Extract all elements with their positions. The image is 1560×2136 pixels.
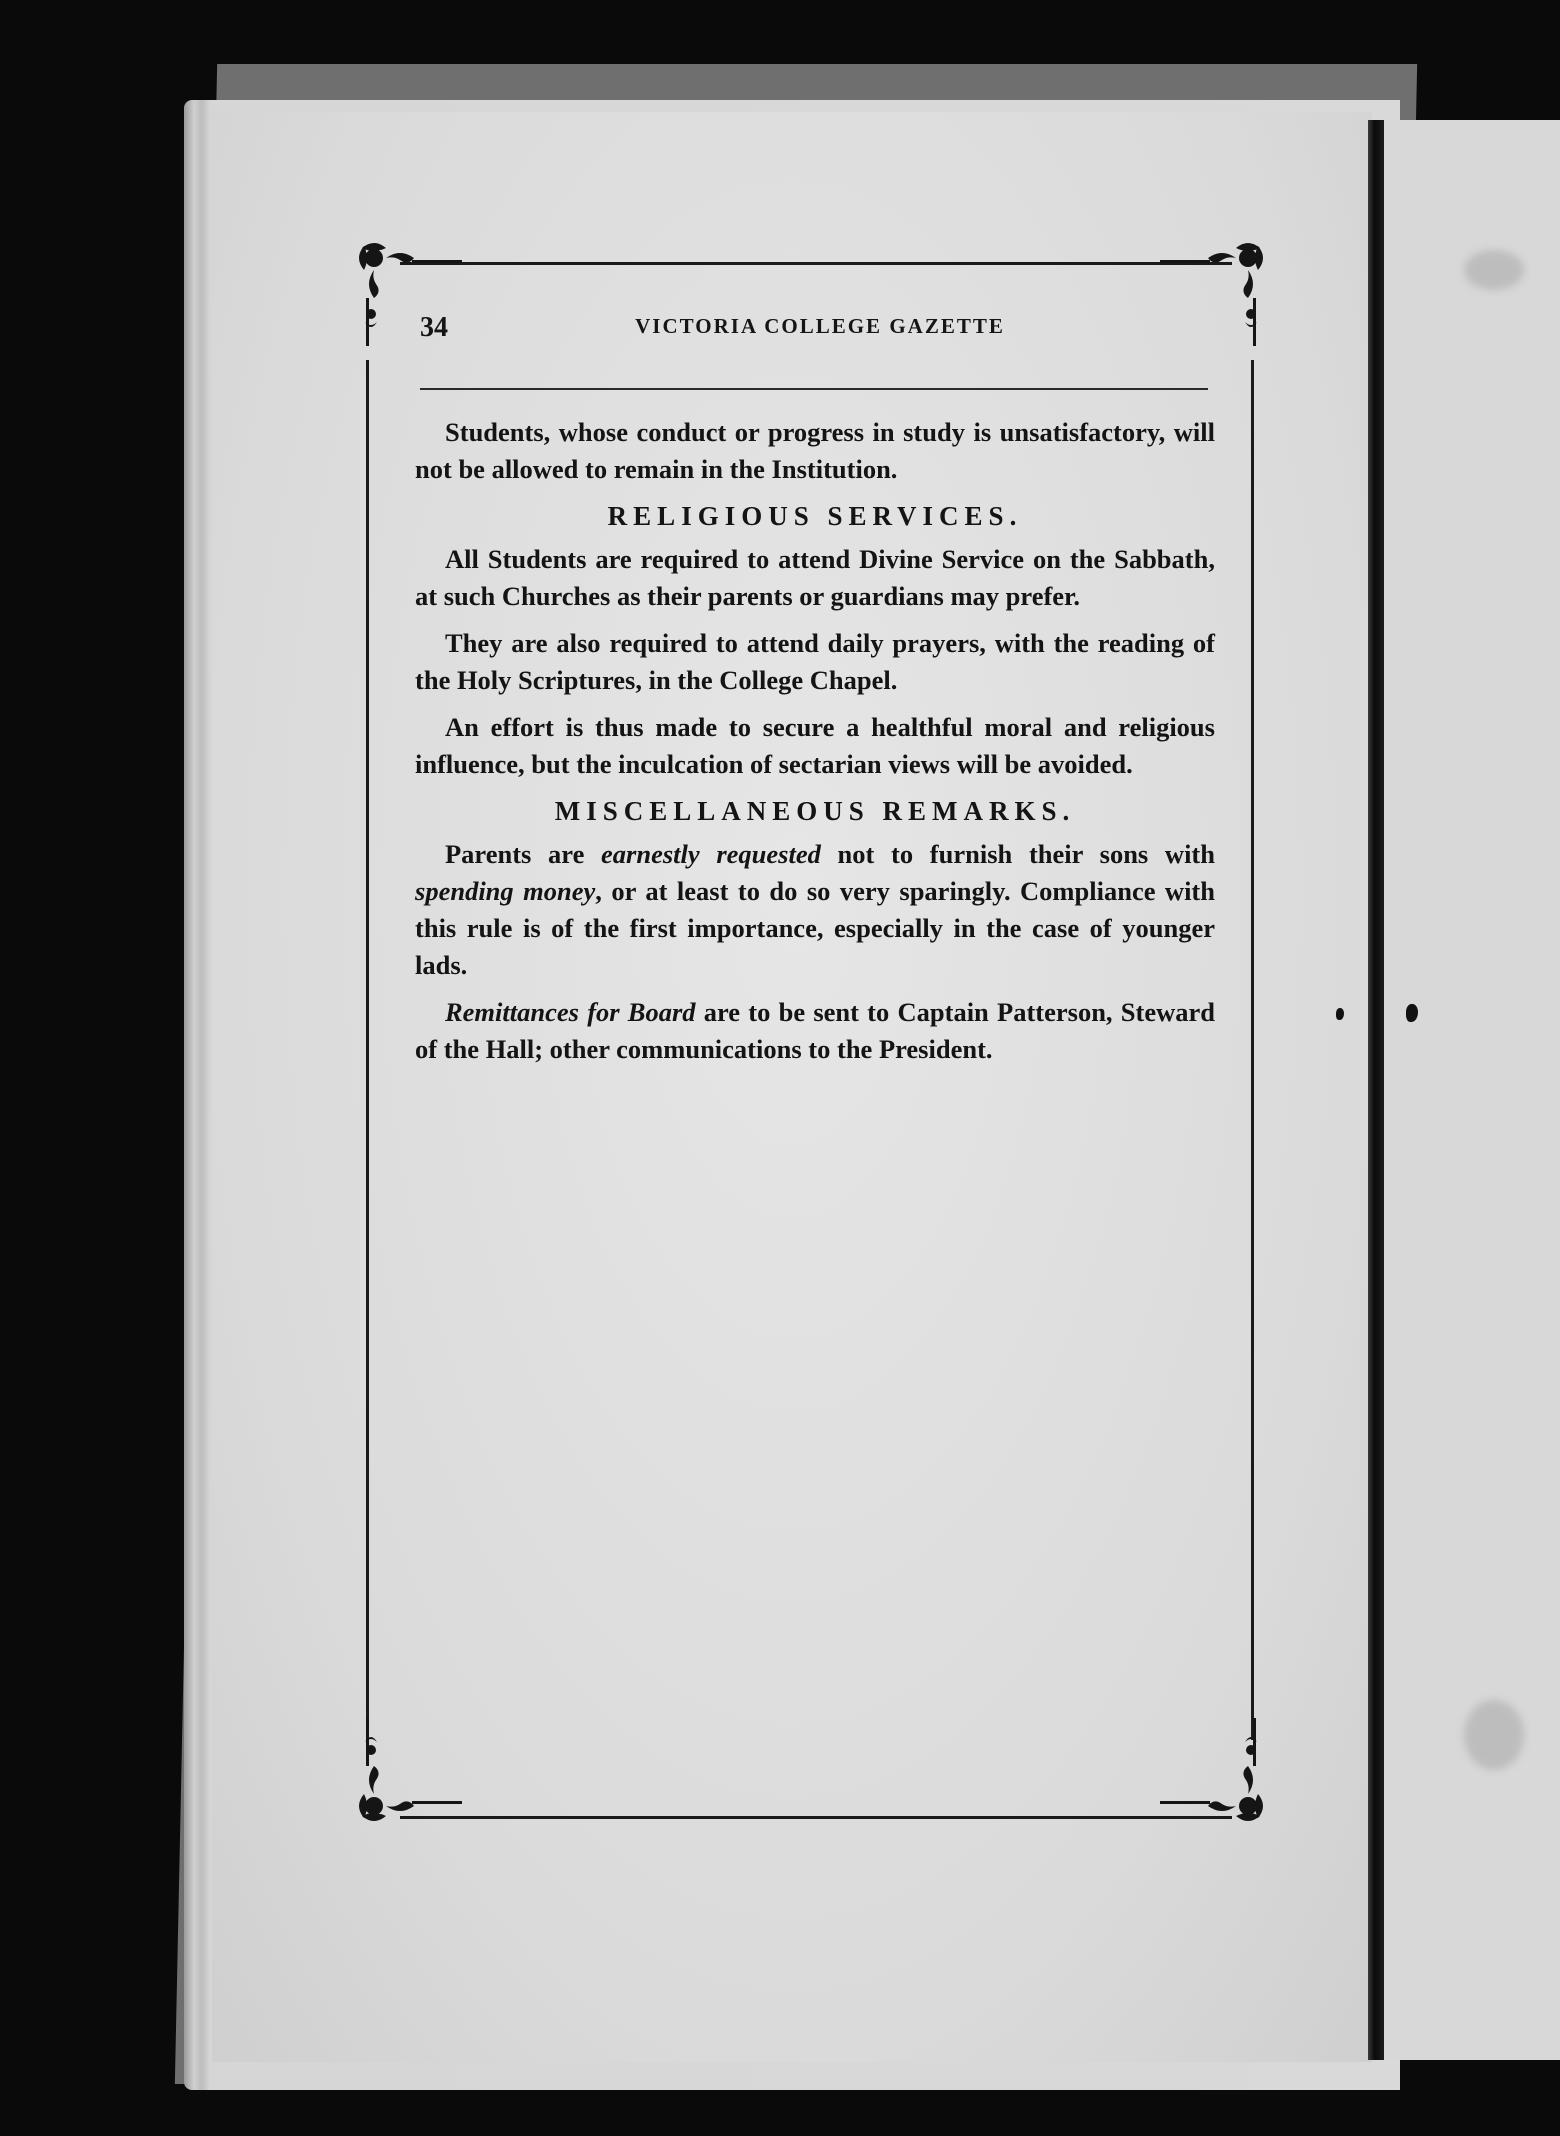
emphasis-spending-money: spending money (415, 876, 596, 906)
paragraph-divine-service: All Students are required to attend Divine Service on the Sabbath, at such Churches as their parents or guardians may prefer. (415, 544, 1215, 611)
frame-right-rule (1251, 360, 1254, 1740)
frame-left-rule (366, 360, 369, 1740)
paragraph-moral-influence: An effort is thus made to secure a healthful moral and religious influence, but the inculcation of sectarian views will be avoided. (415, 712, 1215, 779)
header-rule (420, 388, 1208, 390)
emphasis-remittances-for-board: Remittances for Board (445, 997, 696, 1027)
heading-miscellaneous-remarks: MISCELLANEOUS REMARKS. (554, 796, 1076, 826)
facing-page-ornament-ghost (1464, 250, 1524, 290)
book-gutter (1368, 120, 1384, 2060)
text-run: , or at least to do so very sparingly. Compliance with this rule is of the first importance, especially in the case of younger lads. (415, 876, 1215, 980)
page-number: 34 (420, 312, 448, 343)
paragraph-daily-prayers: They are also required to attend daily prayers, with the reading of the Holy Scriptures, in the College Chapel. (415, 628, 1215, 695)
heading-religious-services: RELIGIOUS SERVICES. (607, 501, 1023, 531)
frame-top-rule (400, 262, 1232, 265)
text-run: are to be sent to Captain Patterson, Steward of the Hall; other communications to the President. (415, 997, 1215, 1064)
paragraph-remittances (415, 994, 1215, 1068)
text-run: not to furnish their sons with (820, 839, 1215, 869)
facing-page-edge (1384, 120, 1560, 2060)
frame-bottom-rule (400, 1816, 1232, 1819)
ornamental-corner-icon (1160, 1718, 1270, 1828)
running-header (420, 312, 1220, 352)
ornamental-corner-icon (352, 1718, 462, 1828)
paragraph-spending-money (415, 836, 1215, 984)
emphasis-earnestly-requested: earnestly requested (601, 839, 821, 869)
text-run: Parents are (445, 839, 602, 869)
running-title: VICTORIA COLLEGE GAZETTE (635, 314, 1005, 338)
page-body (415, 414, 1215, 1078)
paragraph-conduct: Students, whose conduct or progress in study is unsatisfactory, will not be allowed to remain in the Institution. (415, 417, 1215, 484)
facing-page-ornament-ghost (1464, 1700, 1524, 1770)
